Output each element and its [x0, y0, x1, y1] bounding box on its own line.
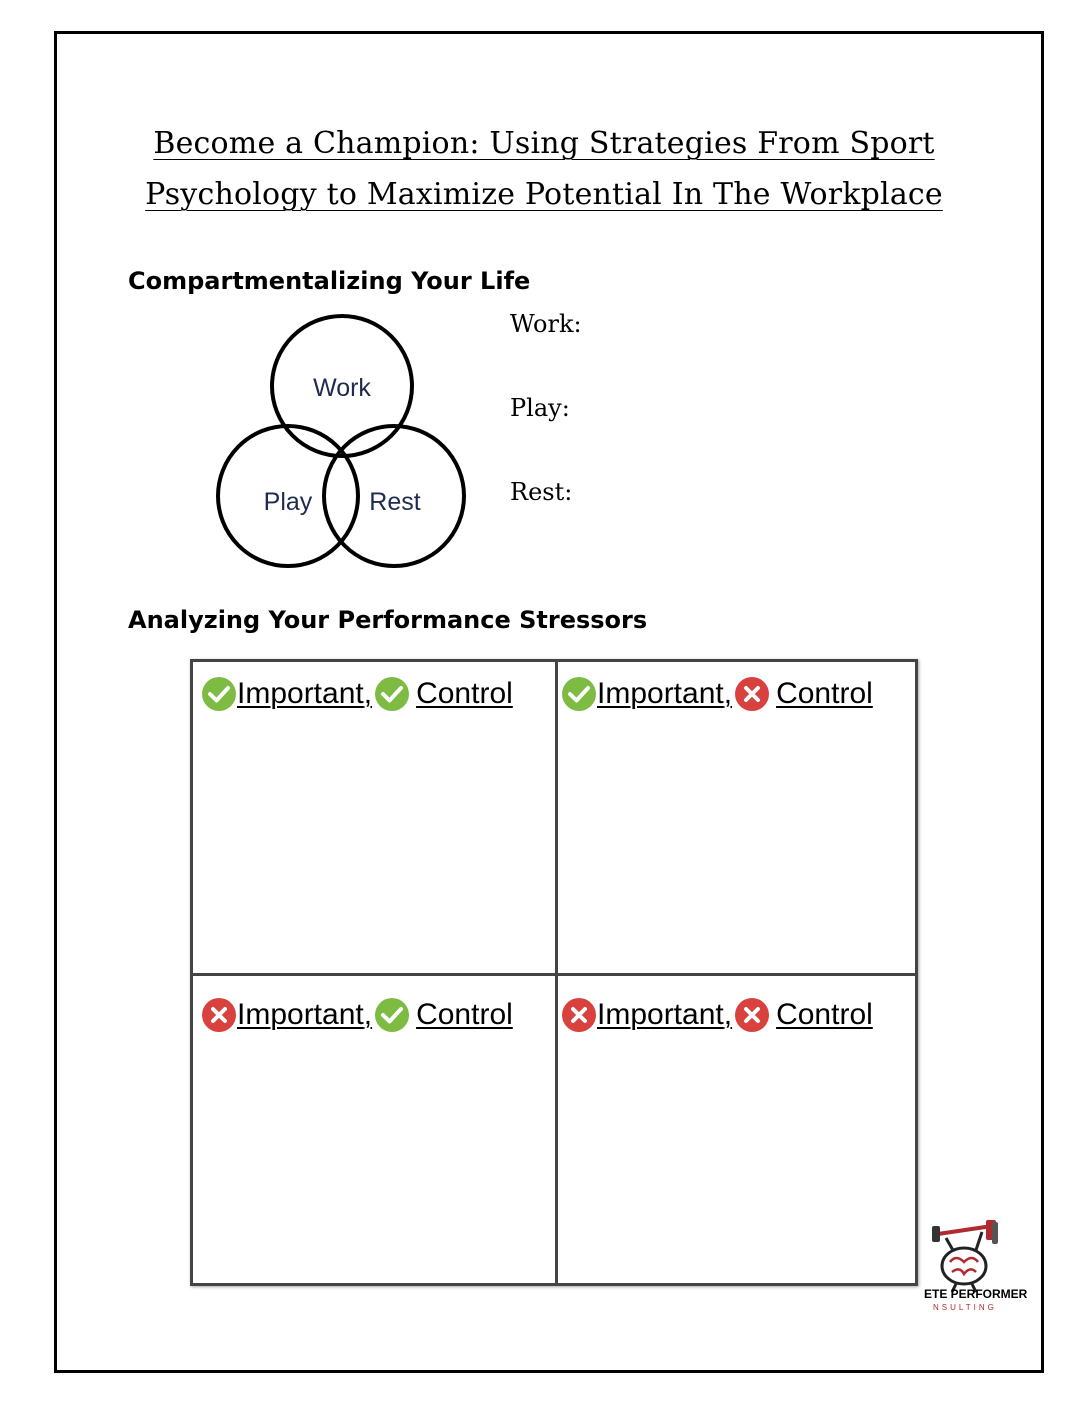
quadrant-header-top-left: Important , Control — [201, 676, 513, 712]
venn-label-rest: Rest — [369, 488, 421, 516]
important-label: Important — [237, 998, 364, 1031]
matrix-horizontal-divider — [193, 973, 915, 976]
venn-label-play: Play — [263, 488, 313, 516]
control-label: Control — [416, 677, 513, 710]
control-label: Control — [776, 677, 873, 710]
venn-label-work: Work — [313, 374, 371, 402]
venn-diagram — [214, 314, 468, 570]
quadrant-header-top-right: Important , Control — [561, 676, 873, 712]
play-label: Play: — [510, 394, 570, 422]
stressor-matrix — [190, 659, 918, 1286]
check-icon — [201, 676, 237, 712]
logo-text-performer: ETE PERFORMER — [924, 1287, 1028, 1301]
section-heading-compartmentalizing: Compartmentalizing Your Life — [128, 267, 531, 295]
section-heading-stressors: Analyzing Your Performance Stressors — [128, 606, 648, 634]
x-icon — [734, 676, 770, 712]
x-icon — [201, 997, 237, 1033]
check-icon — [374, 676, 410, 712]
check-icon — [374, 997, 410, 1033]
x-icon — [561, 997, 597, 1033]
quadrant-header-bottom-right: Important , Control — [561, 997, 873, 1033]
x-icon — [734, 997, 770, 1033]
rest-label: Rest: — [510, 478, 573, 506]
control-label: Control — [776, 998, 873, 1031]
check-icon — [561, 676, 597, 712]
quadrant-header-bottom-left: Important , Control — [201, 997, 513, 1033]
work-label: Work: — [510, 310, 582, 338]
control-label: Control — [416, 998, 513, 1031]
title-line-1: Become a Champion: Using Strategies From Sport — [153, 126, 935, 161]
important-label: Important — [237, 677, 364, 710]
title-line-2: Psychology to Maximize Potential In The Workplace — [145, 177, 943, 212]
important-label: Important — [597, 677, 724, 710]
logo-text-consulting: NSULTING — [933, 1303, 997, 1312]
important-label: Important — [597, 998, 724, 1031]
